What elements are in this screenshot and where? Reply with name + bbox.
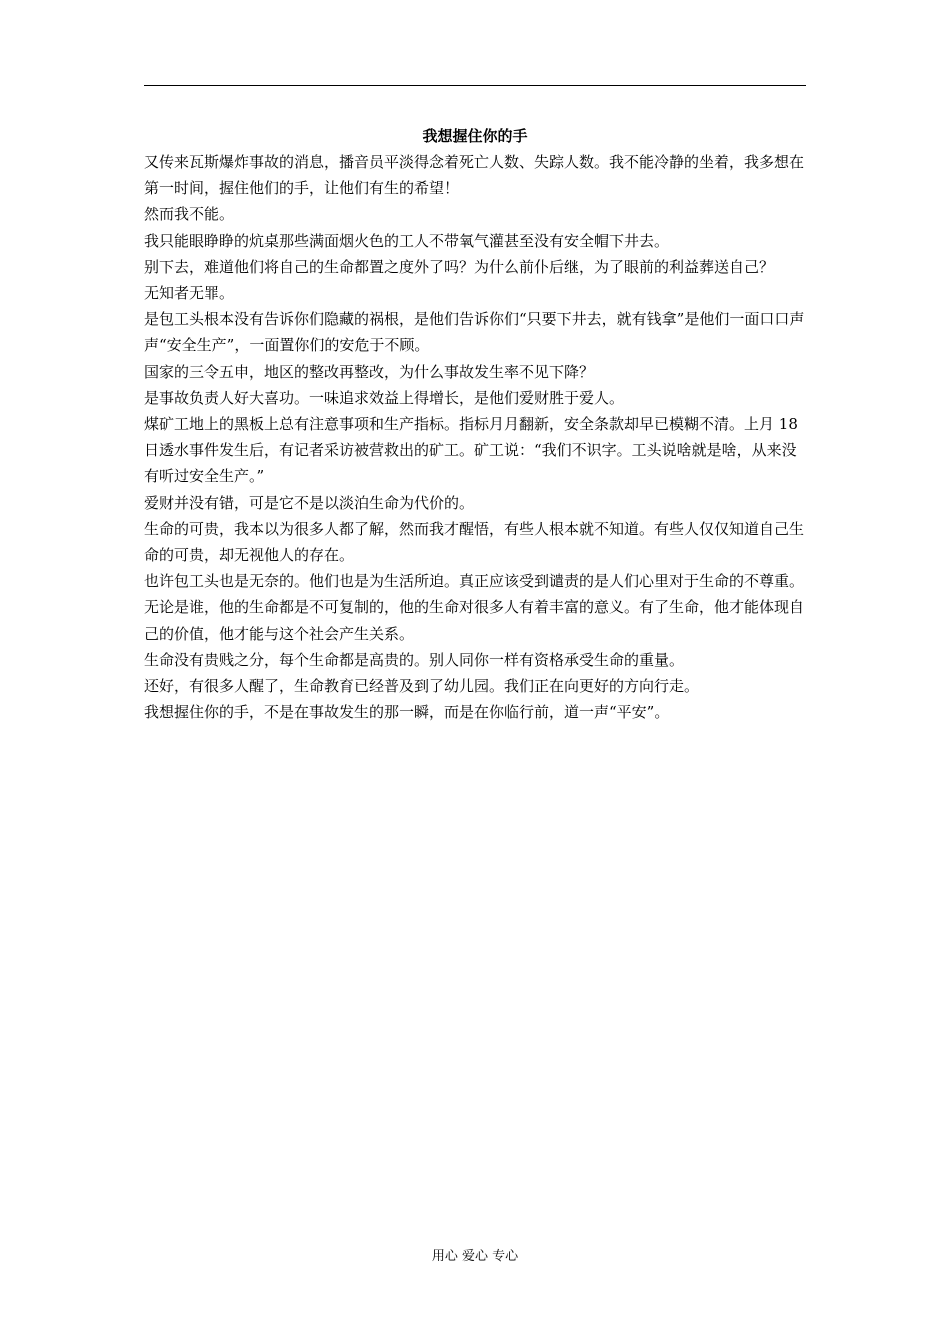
paragraph: 也许包工头也是无奈的。他们也是为生活所迫。真正应该受到谴责的是人们心里对于生命的不尊重。: [144, 572, 805, 591]
paragraph: 无知者无罪。: [144, 284, 235, 303]
document-body: [144, 149, 808, 725]
paragraph: 是事故负责人好大喜功。一味追求效益上得增长，是他们爱财胜于爱人。: [144, 388, 625, 407]
paragraph: 煤矿工地上的黑板上总有注意事项和生产指标。指标月月翻新，安全条款却早已模糊不清。上月 18 日透水事件发生后，有记者采访被营救出的矿工。矿工说：“我们不识字。工头说啥就是啥，从来没有听过安全生产。”: [144, 415, 798, 486]
paragraph: 我只能眼睁睁的炕桌那些满面烟火色的工人不带氧气灌甚至没有安全帽下井去。: [144, 231, 670, 250]
paragraph: 还好，有很多人醒了，生命教育已经普及到了幼儿园。我们正在向更好的方向行走。: [144, 677, 700, 696]
paragraph: 又传来瓦斯爆炸事故的消息，播音员平淡得念着死亡人数、失踪人数。我不能冷静的坐着，我多想在第一时间，握住他们的手，让他们有生的希望！: [144, 153, 805, 198]
paragraph: 是包工头根本没有告诉你们隐藏的祸根，是他们告诉你们“只要下井去，就有钱拿”是他们一面口口声声“安全生产”，一面置你们的安危于不顾。: [144, 310, 805, 355]
paragraph: 爱财并没有错，可是它不是以淡泊生命为代价的。: [144, 493, 475, 512]
header-rule: [144, 85, 806, 86]
paragraph: 国家的三令五申，地区的整改再整改，为什么事故发生率不见下降？: [144, 362, 595, 381]
document-title: 我想握住你的手: [422, 127, 528, 145]
paragraph: 无论是谁，他的生命都是不可复制的，他的生命对很多人有着丰富的意义。有了生命，他才能体现自己的价值，他才能与这个社会产生关系。: [144, 598, 805, 643]
paragraph: 别下去，难道他们将自己的生命都置之度外了吗？为什么前仆后继，为了眼前的利益葬送自己？: [144, 257, 775, 276]
paragraph: 生命没有贵贱之分，每个生命都是高贵的。别人同你一样有资格承受生命的重量。: [144, 650, 685, 669]
paragraph: 我想握住你的手，不是在事故发生的那一瞬，而是在你临行前，道一声“平安”。: [144, 703, 670, 722]
page-footer: 用心 爱心 专心: [431, 1249, 519, 1264]
paragraph: 然而我不能。: [144, 205, 235, 224]
paragraph: 生命的可贵，我本以为很多人都了解，然而我才醒悟，有些人根本就不知道。有些人仅仅知道自己生命的可贵，却无视他人的存在。: [144, 519, 805, 565]
